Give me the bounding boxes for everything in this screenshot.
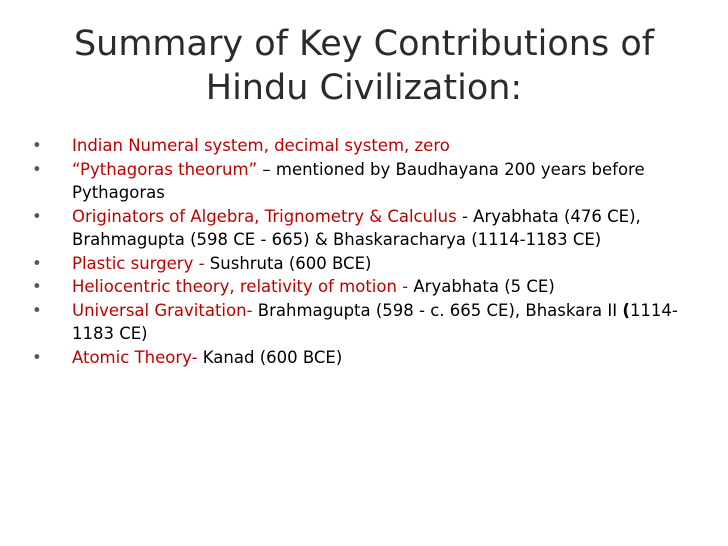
- bullet-dot: •: [32, 159, 42, 179]
- bullet-red-text: Plastic surgery -: [72, 253, 205, 273]
- bullet-dot: •: [32, 347, 42, 367]
- bullet-black-text: - Aryabhata (476 CE), Brahmagupta (598 CE - 665) & Bhaskaracharya (1114-1183 CE): [72, 206, 641, 249]
- bullet-item: [28, 275, 698, 299]
- slide-title-line-1: Summary of Key Contributions of: [73, 24, 655, 64]
- bullet-black-text: Kanad (600 BCE): [197, 347, 343, 367]
- slide-title: [40, 22, 688, 110]
- bullet-dot: •: [32, 253, 42, 273]
- bullet-item: [28, 158, 698, 205]
- bullet-tail-text: 1114-1183 CE): [72, 300, 678, 343]
- bullet-black-text: Brahmagupta (598 - c. 665 CE), Bhaskara II: [252, 300, 623, 320]
- bullet-red-text: Heliocentric theory, relativity of motion -: [72, 277, 409, 296]
- bullet-red-text: Universal Gravitation-: [72, 300, 253, 320]
- bullet-dot: •: [32, 136, 42, 155]
- bullet-dot: •: [32, 206, 42, 226]
- bullet-item: [28, 205, 698, 252]
- bullet-black-text: Sushruta (600 BCE): [204, 253, 372, 273]
- bullet-red-text: Indian Numeral system, decimal system, zero: [72, 136, 450, 155]
- bullet-red-text: “Pythagoras theorum”: [72, 159, 258, 179]
- bullet-red-text: Originators of Algebra, Trignometry & Calculus: [72, 206, 457, 226]
- bullet-black-text: Aryabhata (5 CE): [408, 277, 555, 296]
- bullet-dot: •: [32, 277, 42, 296]
- bullet-black-text: – mentioned by Baudhayana 200 years before Pythagoras: [72, 159, 645, 202]
- slide-title-line-2: Hindu Civilization:: [205, 68, 523, 108]
- bullet-bold-text: (: [622, 300, 630, 320]
- bullet-item: [28, 134, 698, 158]
- bullet-red-text: Atomic Theory-: [72, 347, 198, 367]
- bullet-item: [28, 252, 698, 276]
- bullet-item: [28, 346, 698, 370]
- bullet-list: [28, 134, 698, 369]
- bullet-dot: •: [32, 300, 42, 320]
- bullet-item: [28, 299, 698, 346]
